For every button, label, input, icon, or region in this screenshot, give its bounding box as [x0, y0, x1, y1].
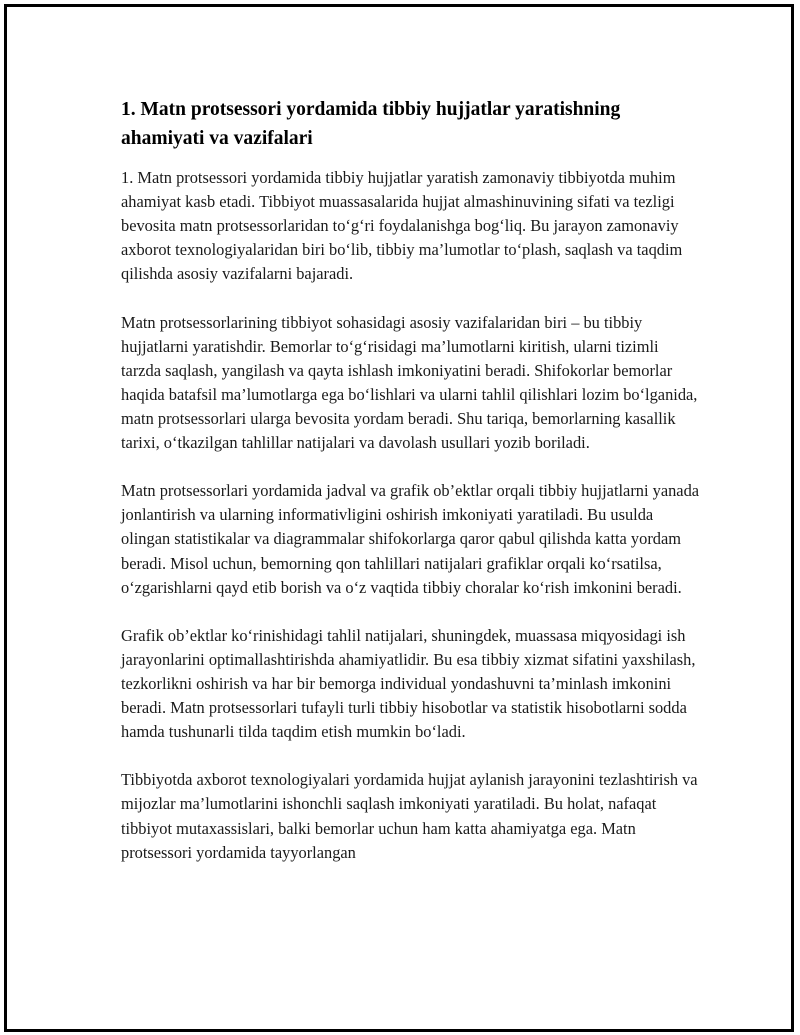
paragraph-5: Tibbiyotda axborot texnologiyalari yordamida hujjat aylanish jarayonini tezlashtirish va mijozlar ma’lumotlarini ishonchli saqlash imkoniyati yaratiladi. Bu holat, nafaqat tibbiyot mutaxassislari, balki bemorlar uchun ham katta ahamiyatga ega. Matn protsessori yordamida tayyorlangan	[121, 770, 698, 862]
paragraph-1: 1. Matn protsessori yordamida tibbiy hujjatlar yaratish zamonaviy tibbiyotda muhim ahamiyat kasb etadi. Tibbiyot muassasalarida hujjat almashinuvining sifati va tezligi bevosita matn protsessorlaridan to‘g‘ri foydalanishga bog‘liq. Bu jarayon zamonaviy axborot texnologiyalaridan biri bo‘lib, tibbiy ma’lumotlar to‘plash, saqlash va taqdim qilishda asosiy vazifalarni bajaradi.	[121, 168, 683, 284]
section-heading: 1. Matn protsessori yordamida tibbiy hujjatlar yaratishning ahamiyati va vazifalari	[121, 99, 621, 149]
paragraph-3: Matn protsessorlari yordamida jadval va grafik ob’ektlar orqali tibbiy hujjatlarni yanada jonlantirish va ularning informativligini oshirish imkoniyati yaratiladi. Bu usulda olingan statistikalar va diagrammalar shifokorlarga qaror qabul qilishda katta yordam beradi. Misol uchun, bemorning qon tahlillari natijalari grafiklar orqali ko‘rsatilsa, o‘zgarishlarni qayd etib borish va o‘z vaqtida tibbiy choralar ko‘rish imkonini beradi.	[121, 481, 700, 597]
document-content	[121, 95, 701, 889]
document-page	[4, 4, 794, 1032]
paragraph-4: Grafik ob’ektlar ko‘rinishidagi tahlil natijalari, shuningdek, muassasa miqyosidagi ish jarayonlarini optimallashtirishda ahamiyatlidir. Bu esa tibbiy xizmat sifatini yaxshilash, tezkorlikni oshirish va har bir bemorga individual yondashuvni ta’minlash imkonini beradi. Matn protsessorlari tufayli turli tibbiy hisobotlar va statistik hisobotlarni sodda hamda tushunarli tilda taqdim etish mumkin bo‘ladi.	[121, 625, 696, 742]
paragraph-2: Matn protsessorlarining tibbiyot sohasidagi asosiy vazifalaridan biri – bu tibbiy hujjatlarni yaratishdir. Bemorlar to‘g‘risidagi ma’lumotlarni kiritish, ularni tizimli tarzda saqlash, yangilash va qayta ishlash imkoniyatini beradi. Shifokorlar bemorlar haqida batafsil ma’lumotlarga ega bo‘lishlari va ularni tahlil qilishlari lozim bo‘lganida, matn protsessorlari ularga bevosita yordam beradi. Shu tariqa, bemorlarning kasallik tarixi, o‘tkazilgan tahlillar natijalari va davolash usullari yozib boriladi.	[121, 312, 698, 453]
